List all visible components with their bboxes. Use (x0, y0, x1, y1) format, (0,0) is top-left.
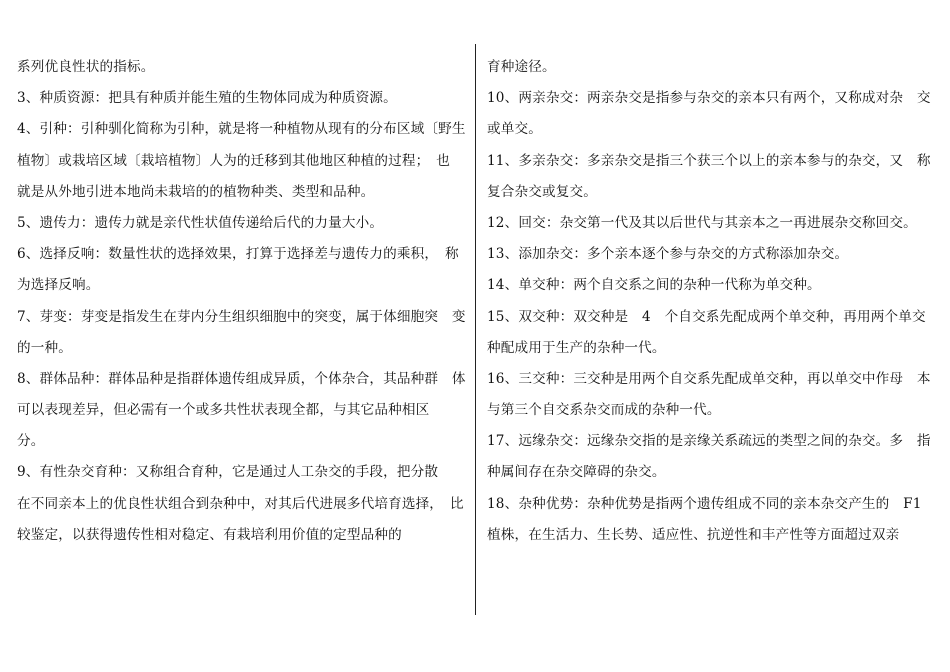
text-line: 较鉴定，以获得遗传性相对稳定、有栽培利用价值的定型品种的 (17, 526, 402, 543)
text-line: 4、引种：引种驯化简称为引种，就是将一种植物从现有的分布区域〔野生 (17, 121, 466, 138)
text-line: 8、群体品种：群体品种是指群体遗传组成异质，个体杂合，其品种群 体 (17, 370, 466, 387)
text-line: 或单交。 (487, 121, 542, 138)
text-line: 17、远缘杂交：远缘杂交指的是亲缘关系疏远的类型之间的杂交。多 指 (487, 433, 931, 450)
text-line: 的一种。 (17, 339, 72, 356)
text-line: 与第三个自交系杂交而成的杂种一代。 (487, 402, 721, 419)
text-line: 15、双交种：双交种是 4 个自交系先配成两个单交种，再用两个单交 (487, 308, 926, 325)
text-line: 为选择反响。 (17, 277, 100, 294)
left-text-column (17, 52, 472, 551)
text-line: 育种途径。 (487, 59, 556, 75)
text-line: 复合杂交或复交。 (487, 183, 597, 200)
text-line: 5、遗传力：遗传力就是亲代性状值传递给后代的力量大小。 (17, 214, 384, 231)
text-line: 就是从外地引进本地尚未栽培的的植物种类、类型和品种。 (17, 183, 375, 200)
text-line: 在不同亲本上的优良性状组合到杂种中，对其后代进展多代培育选择， 比 (17, 495, 464, 512)
text-line: 植物〕或栽培区域〔栽培植物〕人为的迁移到其他地区种植的过程； 也 (17, 152, 450, 169)
text-line: 3、种质资源：把具有种质并能生殖的生物体同成为种质资源。 (17, 90, 397, 107)
text-line: 种属间存在杂交障碍的杂交。 (487, 464, 666, 481)
text-line: 14、单交种：两个自交系之间的杂种一代称为单交种。 (487, 277, 821, 294)
text-line: 植株，在生活力、生长势、适应性、抗逆性和丰产性等方面超过双亲 (487, 526, 900, 543)
text-line: 10、两亲杂交：两亲杂交是指参与杂交的亲本只有两个，又称成对杂 交 (487, 90, 931, 107)
text-line: 7、芽变：芽变是指发生在芽内分生组织细胞中的突变，属于体细胞突 变 (17, 308, 466, 325)
text-line: 系列优良性状的指标。 (17, 59, 155, 75)
text-line: 6、选择反响：数量性状的选择效果，打算于选择差与遗传力的乘积， 称 (17, 246, 459, 263)
text-line: 11、多亲杂交：多亲杂交是指三个获三个以上的亲本参与的杂交，又 称 (487, 152, 931, 169)
text-line: 12、回交：杂交第一代及其以后世代与其亲本之一再进展杂交称回交。 (487, 214, 917, 231)
text-line: 16、三交种：三交种是用两个自交系先配成单交种，再以单交中作母 本 (487, 370, 931, 387)
text-line: 种配成用于生产的杂种一代。 (487, 339, 666, 356)
right-text-column (487, 52, 942, 551)
text-line: 18、杂种优势：杂种优势是指两个遗传组成不同的亲本杂交产生的 F1 (487, 495, 922, 512)
text-line: 分。 (17, 433, 45, 450)
text-line: 13、添加杂交：多个亲本逐个参与杂交的方式称添加杂交。 (487, 246, 849, 263)
text-line: 可以表现差异，但必需有一个或多共性状表现全都，与其它品种相区 (17, 402, 430, 419)
text-line: 9、有性杂交育种：又称组合育种，它是通过人工杂交的手段，把分散 (17, 464, 439, 481)
column-divider (475, 44, 476, 615)
